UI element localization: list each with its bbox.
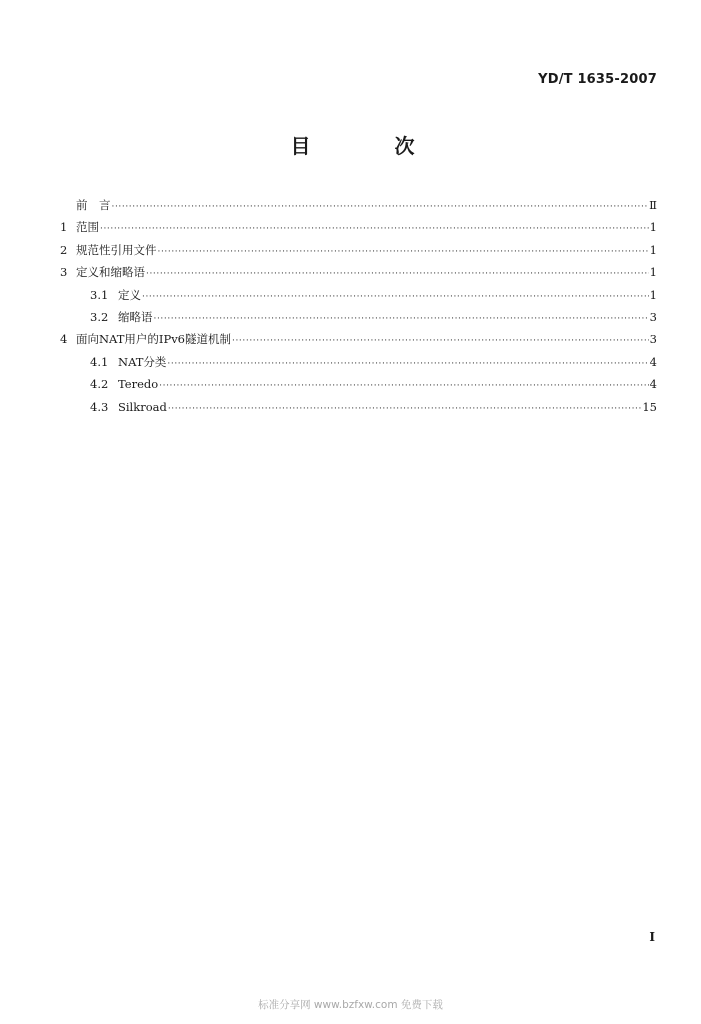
toc-entry-number: 4.1 (90, 354, 109, 369)
table-of-contents (60, 194, 657, 418)
toc-subentry[interactable] (60, 373, 657, 395)
toc-subentry[interactable] (60, 351, 657, 373)
toc-entry-page: 3 (649, 309, 657, 324)
toc-leader-dots (168, 398, 642, 420)
toc-entry-number: 3.2 (90, 309, 109, 324)
toc-entry-number: 1 (60, 220, 68, 235)
toc-entry-number: 4 (60, 332, 68, 347)
toc-leader-dots (154, 308, 649, 330)
toc-entry-number: 3.1 (90, 287, 109, 302)
toc-entry-label: 规范性引用文件 (76, 242, 157, 257)
toc-entry[interactable] (60, 194, 657, 216)
toc-leader-dots (146, 263, 649, 285)
toc-leader-dots (142, 286, 649, 308)
toc-entry-page: 15 (642, 399, 657, 414)
toc-entry-label: 缩略语 (118, 309, 153, 324)
toc-entry-page: 1 (649, 287, 657, 302)
toc-leader-dots (112, 196, 649, 218)
toc-leader-dots (159, 375, 649, 397)
page-title: 目 次 (290, 134, 447, 158)
toc-entry-page: 1 (649, 242, 657, 257)
toc-entry-number: 2 (60, 242, 68, 257)
toc-leader-dots (100, 218, 649, 240)
toc-leader-dots (232, 330, 649, 352)
toc-entry-page: 4 (649, 354, 657, 369)
toc-entry-page: 4 (649, 377, 657, 392)
toc-subentry[interactable] (60, 284, 657, 306)
toc-entry-number: 4.2 (90, 377, 109, 392)
toc-entry-label: 前 言 (76, 198, 111, 212)
toc-subentry[interactable] (60, 306, 657, 328)
toc-entry[interactable] (60, 216, 657, 238)
toc-entry-label: 面向NAT用户的IPv6隧道机制 (76, 332, 232, 347)
page-number: I (649, 930, 655, 944)
toc-entry-number: 4.3 (90, 399, 109, 414)
toc-entry-label: Silkroad (118, 399, 167, 414)
watermark-text: 标准分享网 www.bzfxw.com 免费下载 (258, 999, 443, 1011)
toc-entry-page: 1 (649, 265, 657, 280)
toc-entry-label: 范围 (76, 220, 99, 235)
toc-entry-page: 3 (649, 332, 657, 347)
toc-entry-page: 1 (649, 220, 657, 235)
toc-leader-dots (158, 241, 649, 263)
toc-entry[interactable] (60, 261, 657, 283)
toc-entry-label: 定义 (118, 287, 141, 302)
standard-code: YD/T 1635-2007 (538, 72, 657, 87)
toc-entry-number: 3 (60, 265, 68, 280)
toc-entry[interactable] (60, 239, 657, 261)
toc-subentry[interactable] (60, 396, 657, 418)
toc-entry-label: NAT分类 (118, 354, 167, 369)
toc-entry[interactable] (60, 328, 657, 350)
toc-entry-label: Teredo (118, 377, 159, 392)
toc-leader-dots (167, 353, 648, 375)
toc-entry-page: Ⅱ (649, 198, 657, 212)
toc-entry-label: 定义和缩略语 (76, 265, 145, 280)
